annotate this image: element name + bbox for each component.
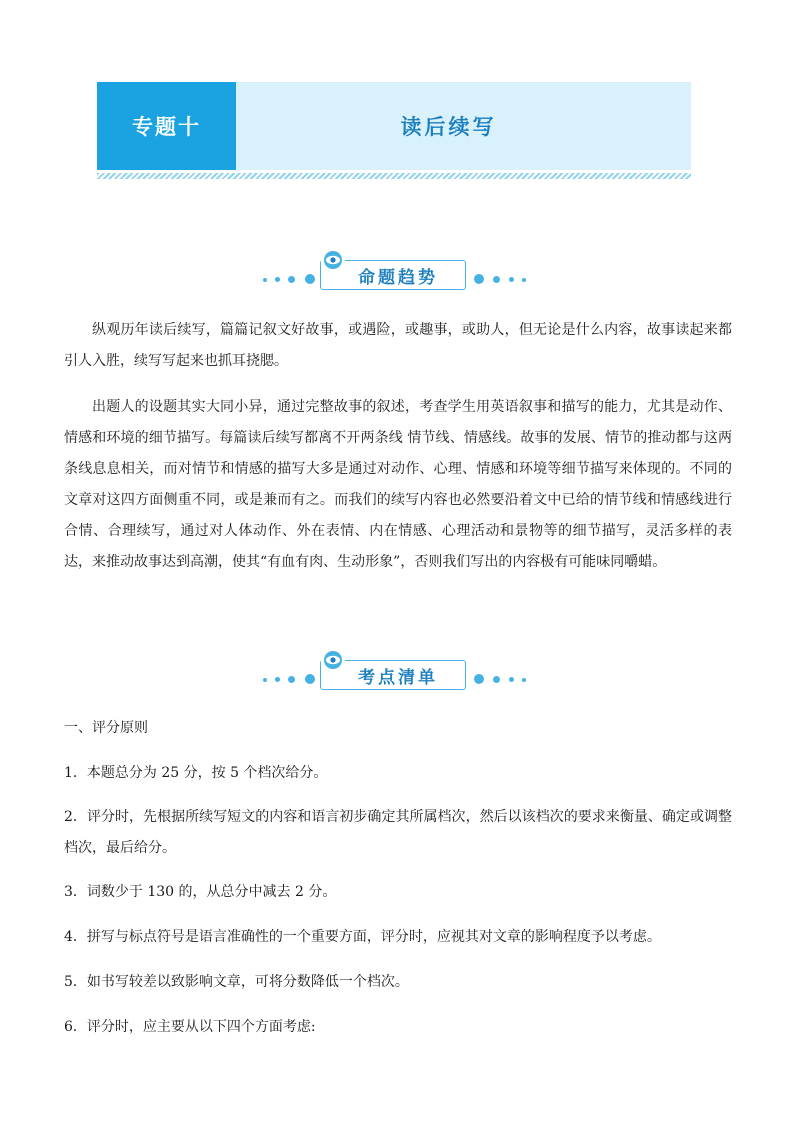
trend-paragraph-2: 出题人的设题其实大同小异，通过完整故事的叙述，考查学生用英语叙事和描写的能力，尤其是动作、情感和环境的细节描写。每篇读后续写都离不开两条线 情节线、情感线。故事的发展、情节的推动都与这两条线息息相关，而对情节和情感的描写大多是通过对动作、心理、情感和环境等细节描写来体现的。不同的文章对这四方面侧重不同，或是兼而有之。而我们的续写内容也必然要沿着文中已给的情节线和情感线进行合情、合理续写，通过对人体动作、外在表情、内在情感、心理活动和景物等的细节描写，灵活多样的表达，来推动故事达到高潮，使其“有血有肉、生动形象”，否则我们写出的内容极有可能味同嚼蜡。 bbox=[64, 399, 732, 570]
checklist-item: 4．拼写与标点符号是语言准确性的一个重要方面，评分时，应视其对文章的影响程度予以考虑。 bbox=[64, 929, 661, 945]
decor-dot bbox=[275, 677, 280, 682]
checklist-item: 3．词数少于 130 的，从总分中减去 2 分。 bbox=[64, 884, 337, 900]
decor-dot bbox=[275, 277, 280, 282]
title-banner bbox=[97, 82, 691, 170]
section-title: 命题趋势 bbox=[358, 267, 438, 288]
checklist-item: 1．本题总分为 25 分，按 5 个档次给分。 bbox=[64, 765, 328, 781]
topic-title-box bbox=[236, 82, 691, 170]
checklist-item: 2．评分时，先根据所续写短文的内容和语言初步确定其所属档次，然后以该档次的要求来衡量、确定或调整档次，最后给分。 bbox=[64, 809, 732, 856]
decor-dot bbox=[509, 677, 514, 682]
trend-paragraph-1: 纵观历年读后续写，篇篇记叙文好故事，或遇险，或趣事，或助人，但无论是什么内容，故事读起来都引人入胜，续写写起来也抓耳挠腮。 bbox=[64, 322, 732, 369]
topic-number-tag: 专题十 bbox=[97, 82, 236, 170]
banner-stripe-divider bbox=[97, 173, 691, 179]
decor-dot bbox=[474, 674, 484, 684]
topic-title: 读后续写 bbox=[400, 114, 497, 139]
decor-dot bbox=[509, 277, 514, 282]
decor-dot bbox=[474, 274, 484, 284]
decor-dot bbox=[263, 278, 267, 282]
decor-dot bbox=[288, 676, 295, 683]
eye-icon bbox=[321, 648, 345, 672]
checklist-item: 6．评分时，应主要从以下四个方面考虑: bbox=[64, 1019, 316, 1035]
decor-dot bbox=[493, 276, 500, 283]
checklist-item: 5．如书写较差以致影响文章，可将分数降低一个档次。 bbox=[64, 974, 409, 990]
decor-dot bbox=[305, 674, 315, 684]
section-header-checklist bbox=[255, 652, 535, 702]
decor-dot bbox=[263, 678, 267, 682]
decor-dot bbox=[288, 276, 295, 283]
checklist-heading: 一、评分原则 bbox=[64, 720, 148, 736]
decor-dot bbox=[493, 676, 500, 683]
section-title: 考点清单 bbox=[358, 667, 438, 688]
eye-icon bbox=[321, 248, 345, 272]
decor-dot bbox=[522, 278, 526, 282]
section-header-trend bbox=[255, 252, 535, 302]
decor-dot bbox=[305, 274, 315, 284]
decor-dot bbox=[522, 678, 526, 682]
